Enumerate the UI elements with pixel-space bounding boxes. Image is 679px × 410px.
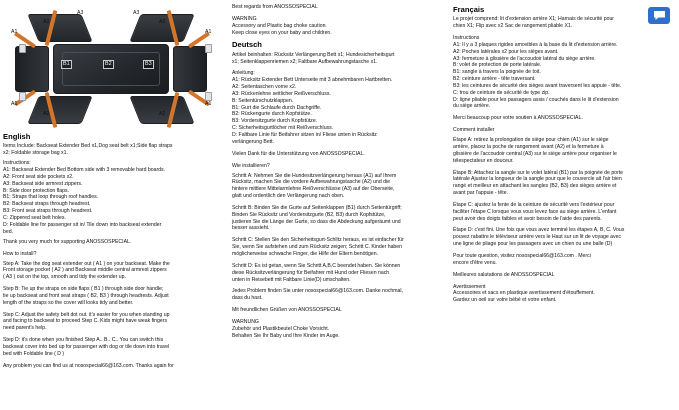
english-section-title: English: [3, 132, 31, 141]
french-step-line: arrière, placez la poche de rangement avant (A2) et la fermeture à: [453, 144, 604, 151]
german-manual-heading: Anleitung:: [231, 70, 255, 77]
english-contact-line: Any problem you can find us at nosospecial66@163.com. Thanks again for: [3, 362, 174, 369]
warning-title: WARNING: [231, 15, 257, 22]
english-instruction-line: D: Foldable line for passenger sit in/ Tile down into backseat extender: [3, 221, 162, 228]
french-step-line: Étape B: Attachez la sangle sur le volet latéral (B1) par la poignée de porte: [453, 169, 624, 176]
french-step-line: latérale Ajustez la longueur de la sangle pour que le couvercle ait l'air bien: [453, 176, 622, 183]
german-step-line: Binden Sie Rücksitz und Vordersitzgurte (B2, B3) durch Kopfstütze,: [231, 211, 386, 218]
french-instruction-line: A1: Il y a 3 plaques rigides amovibles à la base du lit d'extension arrière.: [453, 41, 618, 48]
german-articles-line2: x1; Seitenklappenriemen x2; Faltbare Aufbewahrungstasche x1.: [231, 58, 378, 65]
french-instruction-line: B1: sangle à travers la poignée de toit.: [453, 69, 541, 76]
german-how-heading: Wie installieren?: [231, 162, 270, 169]
french-items-line2: chien X1; Flip avec x2 Sac de rangement pliable X1.: [453, 23, 573, 30]
diagram-canvas: [9, 8, 214, 126]
french-section-title: Français: [453, 5, 485, 14]
german-greetings: Mit freundlichen Grüßen von ANOSSOSPECIAL: [231, 307, 342, 314]
english-how-heading: How to install?: [3, 250, 37, 257]
french-step-d-line: une ligne de pliage pour les passagers avec un chien ou une balle (D): [453, 241, 613, 248]
english-instruction-line: A3: Backseat side armrest zippers.: [3, 180, 83, 187]
german-step-line: Schritt A: Nehmen Sie die Hundesitzverlängerung heraus (A1) auf Ihrem: [231, 172, 397, 179]
buckle-icon: [19, 92, 26, 101]
english-instruction-line: B3: Front seat straps through headrest.: [3, 208, 93, 215]
german-step-line: Schritt C: Stellen Sie den Sicherheitsgurt-Schlitz heraus, es ist einfacher für: [231, 237, 404, 244]
french-step-d-line: Étape D: c'est fini. Une fois que vous avez terminé les étapes A, B, C. Vous: [453, 227, 625, 234]
german-warning-line: Zubehör und Plastikbeutel Choke Vorsicht.: [231, 325, 330, 332]
german-manual-line: D: Faltbare Linie für Beifahrer sitzen in/ Fliese unten in Rücksitz: [231, 132, 377, 138]
middle-column: [228, 4, 449, 410]
german-articles-line1: Artikel beinhalten: Rücksitz Verlängerung Bett x1; Hundesicherheitsgurt: [231, 51, 395, 58]
english-step-line: Step A: Take the dog seat extender out ( A1 ) on your backseat. Make the: [3, 260, 170, 267]
diagram-label: B2: [105, 61, 112, 67]
french-step-d-line: pouvez rabattre le téléviseur arrière vers le Haut sur un lit de voyage avec: [453, 234, 622, 241]
french-contact-line: Pour toute question, visitez nosospecial66@163.com . Merci: [453, 253, 591, 259]
german-step-line: diese Rücksitzverlängerung für Beifahrer mit Hund oder Fliesen nach: [231, 269, 390, 276]
german-contact-line2: dass du hast.: [231, 295, 263, 302]
french-step-line: faciliter l'étape C lorsque vous vous levez face au siège arrière. L'enfant: [453, 208, 617, 215]
buckle-icon: [205, 44, 212, 53]
german-step-line: glatt und ordentlich den Verlängerung nach oben.: [231, 193, 345, 200]
german-step-line: Sie, wenn Sie aufstehen und zum Rücksitz zeigen; Schritt C. Kinder haben: [231, 244, 403, 251]
german-thanks: Vielen Dank für die Unterstützung von ANOSSOSPECIAL.: [231, 150, 365, 157]
german-step-line: justieren Sie die Länge der Gurte, so dass die Abdeckung aufgeräumt und: [231, 218, 401, 225]
english-instructions-heading: Instructions:: [3, 160, 31, 167]
english-instruction-line: C: Zippered seat belt holes.: [3, 214, 66, 221]
english-step-line: backseat cover into bed up for passenger with dog or tile down into travel: [3, 344, 170, 350]
english-instruction-line: A2: Front seat side pockets x2.: [3, 173, 74, 180]
buckle-icon: [19, 44, 26, 53]
german-manual-line: B2: Rückengurte durch Kopfstütze.: [231, 111, 312, 118]
english-step-line: and facing to backseat to proceed Step C. Kids might have weak fingers: [3, 318, 168, 325]
german-step-line: Schritt B: Binden Sie die Gurte auf Seitenklappen (B1) durch Seitentürgriff;: [231, 204, 402, 211]
french-contact-line: encore d'être venu.: [453, 259, 497, 266]
diagram-label: A2: [43, 19, 50, 25]
german-manual-line: B3: Vordersitzgurte durch Kopfstütze.: [231, 118, 318, 125]
english-thanks: Thank you very much for supporting ANOSSOSPECIAL.: [3, 238, 132, 245]
german-manual-line: B1: Gurt die Schlaufe durch Dachgriffe.: [231, 104, 322, 111]
english-step-line: bed with Foldable line ( D ): [3, 350, 65, 357]
diagram-label: A1: [205, 101, 212, 107]
german-manual-line: A2: Seitentaschen vorne x2.: [231, 84, 297, 91]
english-items-line2: x2; Foldable storage bag x1.: [3, 150, 68, 157]
right-column: [449, 4, 676, 410]
german-step-line: Schritt D: Es ist getan, wenn Sie Schritt A,B,C beendet haben. Sie können: [231, 262, 401, 269]
german-section-title: Deutsch: [231, 40, 262, 50]
english-step-line: Step D: it's done when you finished Step A.. B.. C.. You can switch this: [3, 337, 164, 344]
product-diagram: [3, 4, 221, 130]
diagram-label: A1: [11, 29, 18, 35]
english-step-line: Step B: Tie up the straps on side flaps ( B1 ) through side door handle;: [3, 286, 164, 293]
french-warning-line: Gardez un oeil sur votre bébé et votre enfant.: [453, 297, 557, 304]
french-warning-title: Avertissement: [453, 283, 486, 290]
french-step-line: Étape A: retirez la prolongation de siège pour chien (A1) sur le siège: [453, 137, 609, 144]
french-instruction-line: A2: Poches latérales x2 pour les sièges avant.: [453, 48, 559, 55]
german-contact-line: Jedes Problem finden Sie unter nosospecial66@163.com. Danke nochmal,: [231, 288, 403, 295]
german-manual-line: A1: Rücksitz Extender Bett Unterseite mit 3 abnehmbaren Hartbretten.: [231, 77, 393, 84]
french-instruction-line: C: trou de ceinture de sécurité de type zip.: [453, 89, 550, 96]
french-instruction-line: B2: ceinture arrière - tête traversant.: [453, 76, 536, 83]
feedback-icon[interactable]: [648, 7, 670, 24]
french-instruction-line: du siège arrière.: [453, 103, 491, 110]
english-step-line: length of the straps so the cover will looks tidy and better.: [3, 299, 134, 306]
diagram-label: A2: [159, 19, 166, 25]
german-step-line: möglicherweise schwache Finger, die Hilfe der Eltern benötigen.: [231, 251, 378, 257]
buckle-icon: [205, 92, 212, 101]
diagram-label: A3: [133, 10, 140, 16]
german-warning-title: WARNUNG: [231, 318, 259, 325]
german-warning-line: Behalten Sie Ihr Baby und Ihre Kinder im Auge.: [231, 332, 340, 339]
english-step-line: tie up backseat and front seat straps ( B2, B3 ) through headrests. Adjust: [3, 292, 169, 299]
french-step-line: peut avoir des doigts faibles et avoir besoin de l'aide des parents.: [453, 215, 602, 222]
german-manual-line: verlängerung Bett.: [231, 138, 274, 145]
french-instructions-heading: Instructions: [453, 35, 480, 42]
french-items-line1: Le projet comprend: lit d'extension arrière X1; Harnais de sécurité pour: [453, 16, 615, 23]
german-manual-line: B: Seitentürschutzklappen.: [231, 97, 294, 104]
diagram-label: B3: [145, 61, 152, 67]
french-how-heading: Comment installer: [453, 127, 495, 134]
diagram-label: A1: [205, 29, 212, 35]
english-step-line: Step C: Adjust the safety belt dot out. it's easier for you when standing up: [3, 311, 170, 318]
french-instruction-line: B: volet de protection de porte latérale.: [453, 62, 542, 69]
english-instruction-line: A1: Backseat Extender Bed Bottom side with 3 removable hard boards.: [3, 167, 166, 174]
diagram-right-wing: [173, 46, 207, 92]
diagram-label: A2: [43, 111, 50, 117]
french-step-line: rangé et meilleur en attachant les sangles (B2, B3) des sièges arrière et: [453, 183, 617, 190]
french-step-line: glissière de l'accoudoir central (A3) sur le siège arrière pour organiser le: [453, 150, 617, 157]
english-step-line: ( A3 ) out on the top, smooth and tidy the extender up.: [3, 274, 126, 281]
french-warning-line: Accessoires et sacs en plastique avertissement d'étouffement.: [453, 290, 595, 297]
german-manual-line: A3: Rückenlehne seitlicher Reißverschluss.: [231, 90, 331, 97]
french-step-line: avant par l'appuie - tête.: [453, 190, 509, 197]
french-step-line: Étape C: ajustez la fente de la ceinture de sécurité vers l'extérieur pour: [453, 201, 615, 208]
english-instruction-line: B2: Backseat straps through headrest.: [3, 201, 91, 208]
english-instruction-line: B1: Straps that loop through roof handles.: [3, 194, 99, 201]
english-step-line: need parent's help.: [3, 325, 47, 332]
best-regards: Best regards from ANOSSOSPECIAL: [231, 4, 318, 10]
diagram-top-left-flap: [27, 14, 92, 42]
diagram-center-platform: [53, 44, 169, 94]
french-greetings: Meilleures salutations de ANOSSOSPECIAL: [453, 271, 555, 278]
diagram-label: A2: [159, 111, 166, 117]
french-step-line: télespectateur en douceur.: [453, 157, 514, 164]
german-step-line: besser aussieht.: [231, 225, 270, 232]
german-step-line: unten in Reisebett mit Faltbare Linie(D) umschalten.: [231, 276, 351, 283]
diagram-bottom-right-flap: [129, 96, 194, 124]
warning-line: Accessory and Plastic bag choke caution.: [231, 22, 327, 29]
left-column: [3, 4, 228, 410]
french-instruction-line: D: ligne pliable pour les passagers assis / couchés dans le lit d'extension: [453, 96, 619, 103]
english-instruction-line: bed.: [3, 228, 14, 235]
english-instruction-line: B: Side door protection flaps.: [3, 187, 70, 194]
diagram-label: A3: [77, 10, 84, 16]
french-instruction-line: A3: fermeture à glissière de l'accoudoir latéral du siège arrière.: [453, 55, 596, 62]
german-step-line: hintere mittlere Mittelarmlehne Reißverschlüsse (A3) auf der Oberseite,: [231, 186, 395, 193]
english-items-line1: Items Include: Backseat Extender Bed x1,Dog seat belt x1;Side flap straps: [3, 143, 173, 150]
diagram-label: A1: [11, 101, 18, 107]
german-step-line: Rücksitz, machen Sie die vordere Aufbewahrungstasche (A2) und die: [231, 179, 391, 186]
english-step-line: Front storage pocket ( A2 ) and Backseat middle central armrest zippers: [3, 267, 167, 274]
french-instruction-line: B3: les ceintures de sécurité des sièges avant traversent les appuie - tête.: [453, 82, 622, 89]
french-thanks: Merci beaucoup pour votre soutien à ANOSSOSPECIAL.: [453, 115, 583, 122]
diagram-label: B1: [63, 61, 70, 67]
warning-line: Keep close eyes on your baby and children.: [231, 29, 332, 36]
diagram-bottom-left-flap: [27, 96, 92, 124]
german-manual-line: C: Sicherheitsgurtlöcher mit Reißverschluss.: [231, 125, 334, 132]
